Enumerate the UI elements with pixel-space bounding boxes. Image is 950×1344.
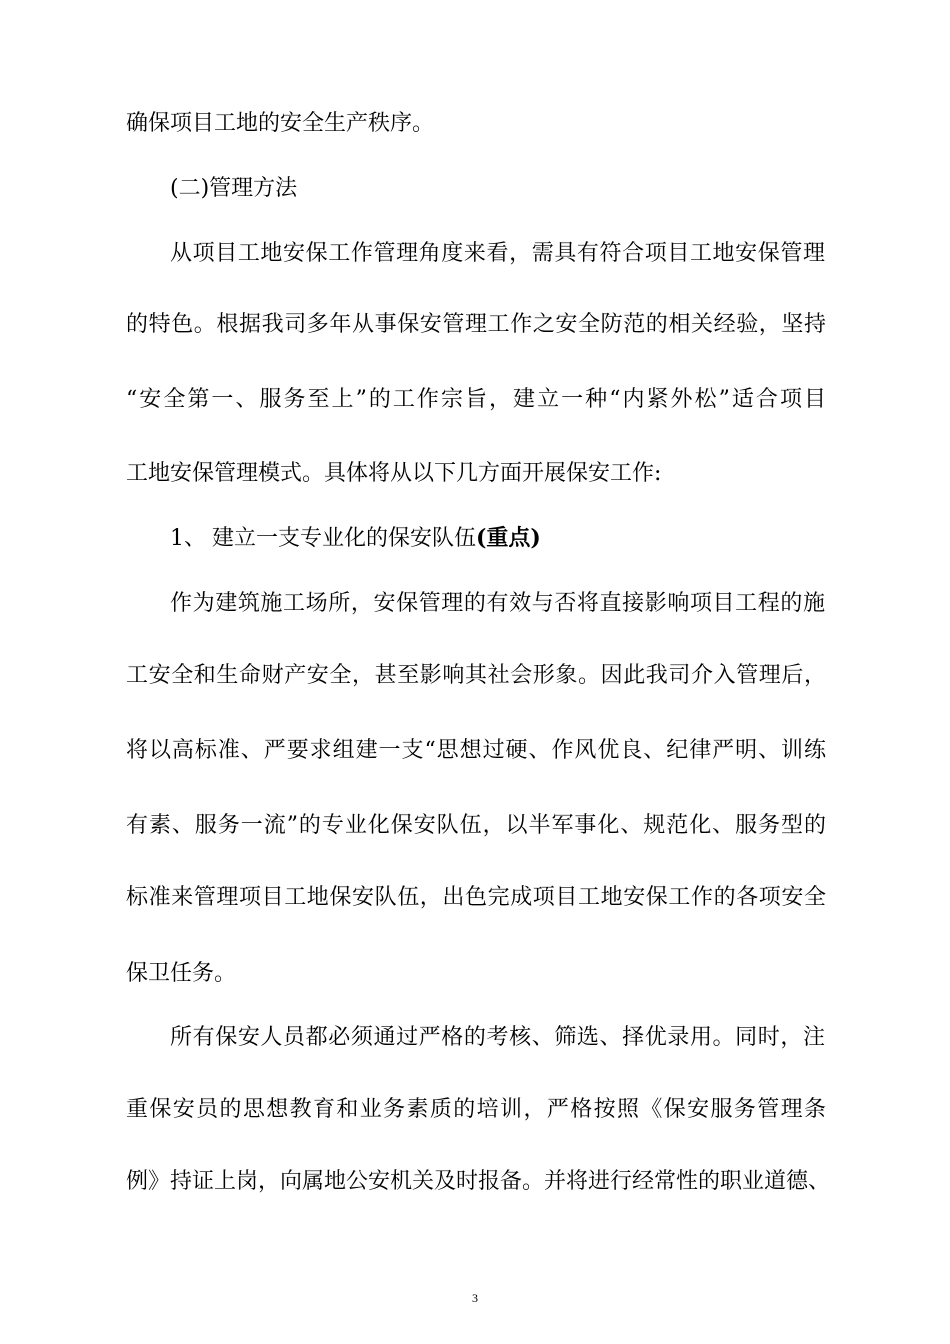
paragraph-line: 保卫任务。 (126, 961, 237, 986)
heading-text: 建立一支专业化的保安队伍 (212, 526, 477, 551)
text-line: 确保项目工地的安全生产秩序。 (126, 111, 435, 136)
heading-emphasis: (重点) (476, 525, 541, 551)
paragraph-line: 作为建筑施工场所，安保管理的有效与否将直接影响项目工程的施 (170, 591, 825, 616)
paragraph-line: 例》持证上岗，向属地公安机关及时报备。并将进行经常性的职业道德、 (126, 1169, 831, 1194)
paragraph-line: 所有保安人员都必须通过严格的考核、筛选、择优录用。同时，注 (170, 1025, 825, 1050)
paragraph-line: 工地安保管理模式。具体将从以下几方面开展保安工作: (126, 461, 662, 486)
paragraph-line: 重保安员的思想教育和业务素质的培训，严格按照《保安服务管理条 (126, 1097, 826, 1122)
paragraph-line: 有素、服务一流”的专业化保安队伍，以半军事化、规范化、服务型的 (126, 813, 826, 838)
section-subheading: (二)管理方法 (170, 176, 298, 201)
paragraph-line: 的特色。根据我司多年从事保安管理工作之安全防范的相关经验，坚持 (126, 312, 826, 337)
paragraph-line: 标准来管理项目工地保安队伍，出色完成项目工地安保工作的各项安全 (126, 885, 826, 910)
numbered-heading (170, 524, 541, 553)
paragraph-line: “安全第一、服务至上”的工作宗旨，建立一种“内紧外松”适合项目 (126, 387, 826, 412)
paragraph-line: 从项目工地安保工作管理角度来看，需具有符合项目工地安保管理 (170, 241, 825, 266)
paragraph-line: 将以高标准、严要求组建一支“思想过硬、作风优良、纪律严明、训练 (126, 738, 826, 763)
paragraph-line: 工安全和生命财产安全，甚至影响其社会形象。因此我司介入管理后， (126, 663, 826, 688)
page-number: 3 (472, 1291, 478, 1305)
heading-number: 1、 (170, 526, 206, 551)
